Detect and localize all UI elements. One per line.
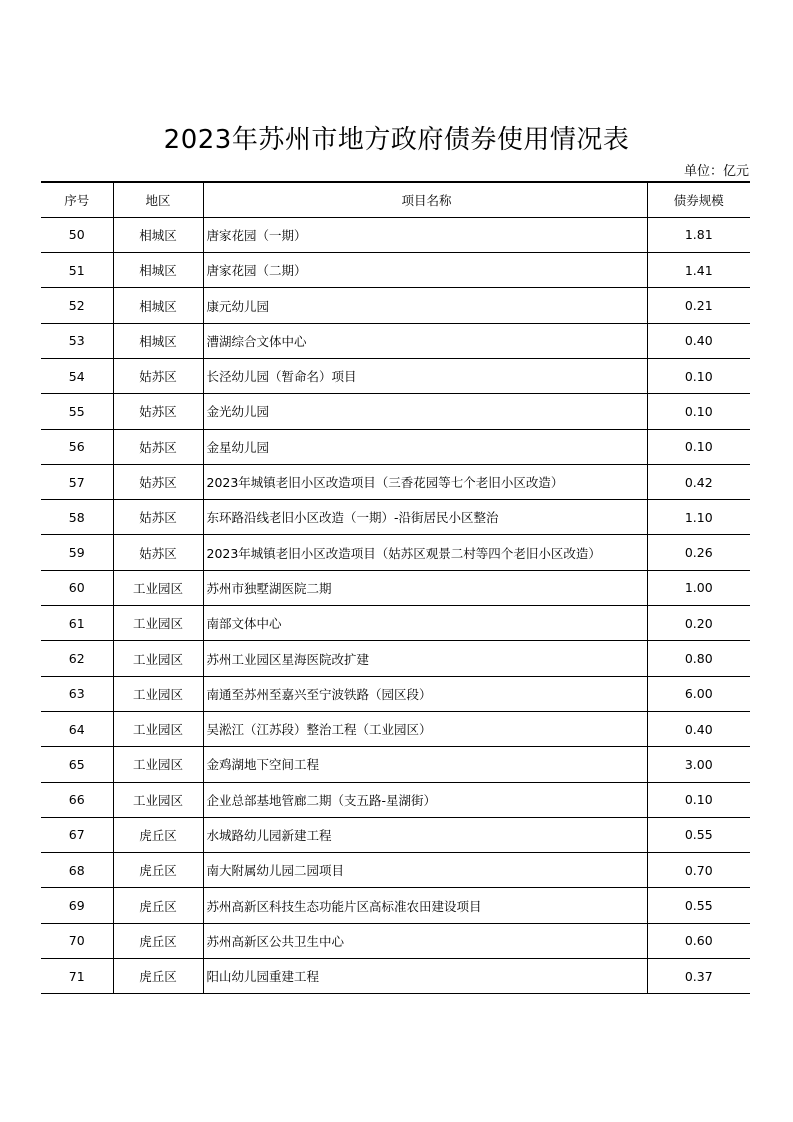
column-header-project-name: 项目名称 — [203, 182, 647, 217]
cell-bond-amount: 0.40 — [647, 711, 750, 746]
cell-project-name: 金星幼儿园 — [203, 429, 647, 464]
cell-no: 54 — [41, 358, 113, 393]
cell-bond-amount: 0.37 — [647, 959, 750, 994]
table-row — [41, 570, 750, 605]
cell-no: 70 — [41, 923, 113, 958]
cell-area: 工业园区 — [113, 676, 203, 711]
cell-area: 工业园区 — [113, 747, 203, 782]
cell-no: 53 — [41, 323, 113, 358]
cell-project-name: 2023年城镇老旧小区改造项目（姑苏区观景二村等四个老旧小区改造） — [203, 535, 647, 570]
table-row — [41, 959, 750, 994]
cell-area: 虎丘区 — [113, 817, 203, 852]
cell-no: 55 — [41, 394, 113, 429]
cell-project-name: 漕湖综合文体中心 — [203, 323, 647, 358]
cell-bond-amount: 6.00 — [647, 676, 750, 711]
cell-bond-amount: 0.80 — [647, 641, 750, 676]
cell-project-name: 南部文体中心 — [203, 606, 647, 641]
cell-no: 66 — [41, 782, 113, 817]
cell-project-name: 苏州工业园区星海医院改扩建 — [203, 641, 647, 676]
cell-project-name: 水城路幼儿园新建工程 — [203, 817, 647, 852]
cell-project-name: 长泾幼儿园（暂命名）项目 — [203, 358, 647, 393]
cell-project-name: 南大附属幼儿园二园项目 — [203, 853, 647, 888]
cell-no: 65 — [41, 747, 113, 782]
page-title: 2023年苏州市地方政府债券使用情况表 — [163, 125, 630, 155]
table-body — [41, 217, 750, 994]
table-row — [41, 888, 750, 923]
cell-no: 56 — [41, 429, 113, 464]
cell-no: 67 — [41, 817, 113, 852]
cell-project-name: 阳山幼儿园重建工程 — [203, 959, 647, 994]
cell-bond-amount: 0.10 — [647, 358, 750, 393]
cell-no: 50 — [41, 217, 113, 252]
cell-area: 姑苏区 — [113, 500, 203, 535]
cell-no: 52 — [41, 288, 113, 323]
table-row — [41, 641, 750, 676]
table-row — [41, 323, 750, 358]
table-row — [41, 747, 750, 782]
table-row — [41, 358, 750, 393]
cell-project-name: 康元幼儿园 — [203, 288, 647, 323]
column-header-bond-amount: 债券规模 — [647, 182, 750, 217]
cell-project-name: 2023年城镇老旧小区改造项目（三香花园等七个老旧小区改造） — [203, 464, 647, 499]
cell-bond-amount: 0.10 — [647, 429, 750, 464]
cell-area: 相城区 — [113, 323, 203, 358]
table-row — [41, 217, 750, 252]
cell-no: 63 — [41, 676, 113, 711]
cell-project-name: 金鸡湖地下空间工程 — [203, 747, 647, 782]
cell-project-name: 南通至苏州至嘉兴至宁波铁路（园区段） — [203, 676, 647, 711]
cell-project-name: 吴淞江（江苏段）整治工程（工业园区） — [203, 711, 647, 746]
table-row — [41, 606, 750, 641]
cell-no: 64 — [41, 711, 113, 746]
cell-no: 57 — [41, 464, 113, 499]
table-row — [41, 288, 750, 323]
bond-usage-table — [41, 181, 750, 994]
table-row — [41, 923, 750, 958]
cell-area: 姑苏区 — [113, 394, 203, 429]
table-row — [41, 676, 750, 711]
column-header-area: 地区 — [113, 182, 203, 217]
cell-bond-amount: 1.81 — [647, 217, 750, 252]
cell-project-name: 唐家花园（一期） — [203, 217, 647, 252]
unit-label: 单位：亿元 — [683, 164, 749, 179]
cell-project-name: 苏州高新区公共卫生中心 — [203, 923, 647, 958]
cell-no: 59 — [41, 535, 113, 570]
cell-project-name: 唐家花园（二期） — [203, 253, 647, 288]
cell-area: 工业园区 — [113, 641, 203, 676]
cell-area: 相城区 — [113, 253, 203, 288]
cell-no: 51 — [41, 253, 113, 288]
cell-project-name: 东环路沿线老旧小区改造（一期）-沿街居民小区整治 — [203, 500, 647, 535]
table-row — [41, 253, 750, 288]
cell-project-name: 金光幼儿园 — [203, 394, 647, 429]
cell-bond-amount: 3.00 — [647, 747, 750, 782]
cell-area: 虎丘区 — [113, 923, 203, 958]
cell-no: 58 — [41, 500, 113, 535]
cell-project-name: 苏州高新区科技生态功能片区高标准农田建设项目 — [203, 888, 647, 923]
cell-no: 68 — [41, 853, 113, 888]
table-row — [41, 394, 750, 429]
cell-area: 虎丘区 — [113, 959, 203, 994]
cell-no: 60 — [41, 570, 113, 605]
cell-bond-amount: 0.21 — [647, 288, 750, 323]
table-row — [41, 782, 750, 817]
header-row — [41, 182, 750, 217]
cell-area: 姑苏区 — [113, 358, 203, 393]
cell-bond-amount: 0.60 — [647, 923, 750, 958]
table-row — [41, 464, 750, 499]
cell-area: 工业园区 — [113, 570, 203, 605]
cell-bond-amount: 1.00 — [647, 570, 750, 605]
cell-no: 71 — [41, 959, 113, 994]
table-row — [41, 711, 750, 746]
table-row — [41, 535, 750, 570]
table-row — [41, 500, 750, 535]
column-header-no: 序号 — [41, 182, 113, 217]
cell-area: 虎丘区 — [113, 888, 203, 923]
cell-bond-amount: 0.26 — [647, 535, 750, 570]
table-row — [41, 429, 750, 464]
cell-area: 工业园区 — [113, 782, 203, 817]
cell-bond-amount: 0.40 — [647, 323, 750, 358]
table-row — [41, 817, 750, 852]
cell-bond-amount: 0.70 — [647, 853, 750, 888]
cell-area: 姑苏区 — [113, 464, 203, 499]
cell-area: 工业园区 — [113, 606, 203, 641]
cell-area: 虎丘区 — [113, 853, 203, 888]
table-row — [41, 853, 750, 888]
cell-bond-amount: 0.10 — [647, 394, 750, 429]
table-header — [41, 182, 750, 217]
cell-area: 相城区 — [113, 288, 203, 323]
cell-bond-amount: 0.42 — [647, 464, 750, 499]
cell-bond-amount: 1.10 — [647, 500, 750, 535]
cell-bond-amount: 0.55 — [647, 817, 750, 852]
cell-bond-amount: 0.55 — [647, 888, 750, 923]
cell-area: 姑苏区 — [113, 535, 203, 570]
cell-area: 相城区 — [113, 217, 203, 252]
cell-bond-amount: 0.20 — [647, 606, 750, 641]
cell-project-name: 企业总部基地管廊二期（支五路-星湖街） — [203, 782, 647, 817]
cell-no: 61 — [41, 606, 113, 641]
cell-bond-amount: 1.41 — [647, 253, 750, 288]
cell-bond-amount: 0.10 — [647, 782, 750, 817]
cell-no: 69 — [41, 888, 113, 923]
cell-no: 62 — [41, 641, 113, 676]
cell-area: 工业园区 — [113, 711, 203, 746]
cell-project-name: 苏州市独墅湖医院二期 — [203, 570, 647, 605]
cell-area: 姑苏区 — [113, 429, 203, 464]
